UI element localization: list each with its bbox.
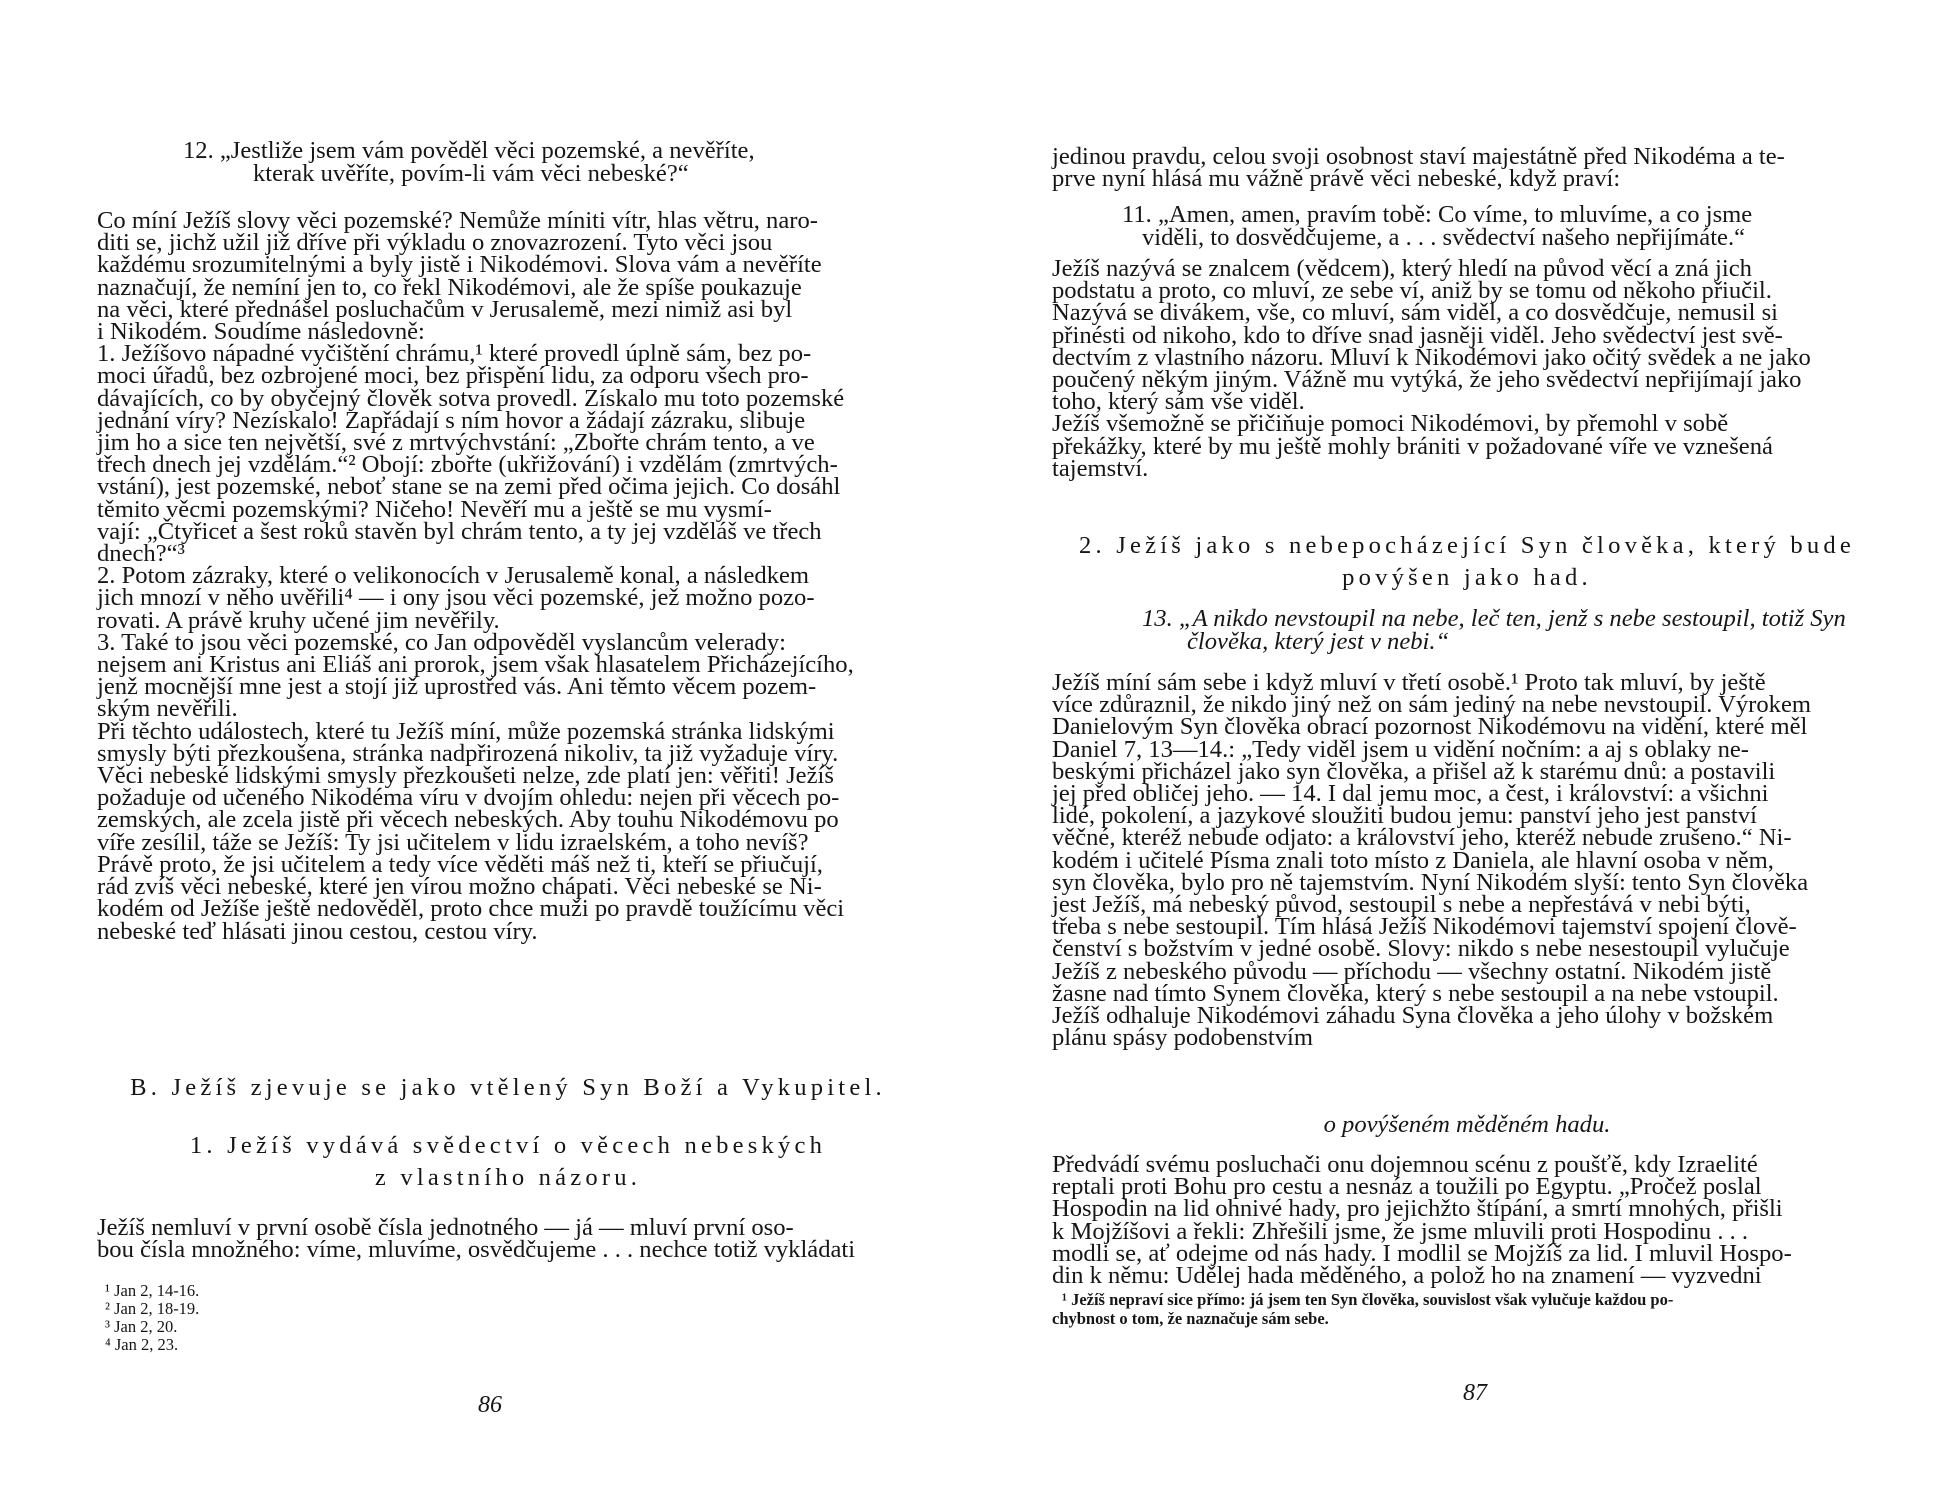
text-line: rovati. A právě kruhy učené jim nevěřily. <box>97 606 500 634</box>
text-line: toho, který sám vše viděl. <box>1052 388 1305 416</box>
text-line: 1. Ježíš vydává svědectví o věcech nebeských <box>189 1132 827 1159</box>
text-line: B. Ježíš zjevuje se jako vtělený Syn Boží a Vykupitel. <box>130 1074 886 1101</box>
text-line: diti se, jichž užil již dříve při výkladu o znovazrození. Tyto věci jsou <box>97 229 773 257</box>
paragraph <box>97 340 921 568</box>
paragraph <box>97 717 921 945</box>
text-line: třech dnech jej vzdělám.“² Obojí: zbořte (ukřižování) i vzdělám (zmrtvých- <box>97 451 838 479</box>
text-line: jest Ježíš, má nebeský původ, sestoupil s nebe a nepřestává v nebi býti, <box>1052 891 1751 919</box>
text-line: Ježíš nemluví v první osobě čísla jednotného — já — mluví první oso- <box>97 1214 794 1241</box>
text-line: dnech?“³ <box>97 540 185 568</box>
text-line: beskými přicházel jako syn člověka, a přišel až k starému dnů: a postavili <box>1052 757 1776 785</box>
left-page <box>95 0 985 1500</box>
text-line: viděli, to dosvědčujeme, a . . . svědectví našeho nepřijímáte.“ <box>1142 223 1746 251</box>
text-line: třeba s nebe sestoupil. Tím hlásá Ježíš Nikodémovi tajemství spojení člově- <box>1052 913 1797 941</box>
text-line: kodém i učitelé Písma znali toto místo z Daniela, ale hlavní osoba v něm, <box>1052 846 1774 874</box>
text-line: překážky, které by mu ještě mohly brániti v požadované víře ve vznešená <box>1052 432 1773 460</box>
text-line: syn člověka, bylo pro ně tajemstvím. Nyní Nikodém slyší: tento Syn člověka <box>1052 868 1809 896</box>
text-line: tajemství. <box>1052 454 1149 482</box>
text-line: Daniel 7, 13—14.: „Tedy viděl jsem u vidění nočním: a aj s oblaky ne- <box>1052 735 1749 763</box>
text-line: Co míní Ježíš slovy věci pozemské? Nemůže míniti vítr, hlas větru, naro- <box>97 207 818 234</box>
text-line: i Nikodém. Soudíme následovně: <box>97 318 425 346</box>
paragraph <box>97 1214 921 1264</box>
section-heading-b <box>95 1072 921 1104</box>
paragraph <box>1052 669 1882 1052</box>
text-line: 12. „Jestliže jsem vám pověděl věci pozemské, a nevěříte, <box>183 137 755 164</box>
paragraph <box>97 628 921 723</box>
text-line: více zdůraznil, že nikdo jiný než on sám jediný na nebe nevstoupil. Výrokem <box>1052 691 1812 719</box>
footnote: ² Jan 2, 18-19. <box>105 1299 200 1318</box>
text-line: věčné, kteréž nebude odjato: a království jeho, kteréž nebude zrušeno.“ Ni- <box>1052 824 1792 852</box>
footnote <box>1052 1290 1882 1328</box>
text-line: čenství s božstvím v jedné osobě. Slovy: nikdo s nebe nesestoupil vylučuje <box>1052 935 1790 963</box>
text-line: Hospodin na lid ohnivé hady, pro jejichžto štípání, a smrtí mnohých, přišli <box>1052 1195 1783 1223</box>
text-line: o povýšeném měděném hadu. <box>1323 1111 1611 1138</box>
text-line: víře zesílil, táže se Ježíš: Ty jsi učitelem v lidu izraelském, a toho nevíš? <box>97 828 809 856</box>
text-line: jich mnozí v něho uvěřili⁴ — i ony jsou věci pozemské, jež možno pozo- <box>97 584 815 612</box>
text-line: prve nyní hlásá mu vážně právě věci nebeské, když praví: <box>1052 165 1621 193</box>
text-line: požaduje od učeného Nikodéma víru v dvojím ohledu: nejen při věcech po- <box>97 784 840 812</box>
left-body-text <box>97 207 921 945</box>
text-line: Ježíš odhaluje Nikodémovi záhadu Syna člověka a jeho úlohy v božském <box>1052 1002 1774 1030</box>
text-line: zemských, ale zcela jistě při věcech nebeských. Aby touhu Nikodémovu po <box>97 806 839 834</box>
footnote: ⁴ Jan 2, 23. <box>105 1335 179 1354</box>
text-line: Nazývá se divákem, vše, co mluví, sám viděl, a co dosvědčuje, nemusil si <box>1052 299 1779 327</box>
quote-verse-11 <box>1122 201 1882 251</box>
text-line: 2. Potom zázraky, které o velikonocích v Jerusalemě konal, a následkem <box>97 562 810 590</box>
text-line: povýšen jako had. <box>1342 564 1592 591</box>
right-body-text <box>1052 255 1882 482</box>
text-line: z vlastního názoru. <box>374 1164 642 1191</box>
text-line: Právě proto, že jsi učitelem a tedy více věděti máš než ti, kteří se přiučují, <box>97 850 823 878</box>
right-page <box>1052 0 1942 1500</box>
paragraph <box>1052 143 1882 193</box>
text-line: nebeské teď hlásati jinou cestou, cestou víry. <box>97 917 538 945</box>
text-line: jenž mocnější mne jest a stojí již uprostřed vás. Ani těmto věcem pozem- <box>97 673 817 701</box>
text-line: přinésti od nikoho, kdo to dříve snad jasněji viděl. Jeho svědectví jest svě- <box>1052 321 1783 349</box>
subheading <box>1052 1113 1882 1137</box>
text-line: reptali proti Bohu pro cestu a nesnáz a toužili po Egyptu. „Pročež poslal <box>1052 1173 1762 1201</box>
text-line: nejsem ani Kristus ani Eliáš ani prorok, jsem však hlasatelem Přicházejícího, <box>97 651 854 679</box>
text-line: poučený někým jiným. Vážně mu vytýká, že jeho svědectví nepřijímají jako <box>1052 366 1802 394</box>
text-line: din k němu: Udělej hada měděného, a polož ho na znamení — vyzvedni <box>1052 1262 1762 1290</box>
text-line: těmito věcmi pozemskými? Ničeho! Nevěří mu a ještě se mu vysmí- <box>97 495 772 523</box>
paragraph <box>1052 410 1882 482</box>
quote-verse-12 <box>183 137 923 187</box>
text-line: ským nevěřili. <box>97 695 238 723</box>
text-line: Věci nebeské lidskými smysly přezkoušeti nelze, zde platí jen: věřiti! Ježíš <box>97 762 834 790</box>
page-number: 87 <box>1463 1380 1487 1406</box>
text-line: bou čísla množného: víme, mluvíme, osvědčujeme . . . nechce totiž vykládati <box>97 1236 856 1264</box>
text-line: 1. Ježíšovo nápadné vyčištění chrámu,¹ které provedl úplně sám, bez po- <box>97 340 812 368</box>
text-line: Ježíš míní sám sebe i když mluví v třetí osobě.¹ Proto tak mluví, by ještě <box>1052 669 1766 696</box>
text-line: lidé, pokolení, a jazykové sloužiti budou jemu: panství jeho jest panství <box>1052 802 1757 830</box>
text-line: kodém od Ježíše ještě nedověděl, proto chce muži po pravdě toužícímu věci <box>97 895 845 923</box>
footnotes <box>105 1282 405 1354</box>
footnote: ³ Jan 2, 20. <box>105 1317 178 1336</box>
text-line: chybnost o tom, že naznačuje sám sebe. <box>1052 1309 1329 1328</box>
text-line: plánu spásy podobenstvím <box>1052 1024 1313 1052</box>
section-heading-1 <box>95 1130 921 1194</box>
text-line: ¹ Ježíš nepraví sice přímo: já jsem ten Syn člověka, souvislost však vylučuje každou po- <box>1062 1290 1674 1309</box>
text-line: každému srozumitelnými a byly jistě i Nikodémovi. Slova vám a nevěříte <box>97 251 822 279</box>
paragraph <box>1052 255 1882 416</box>
footnote: ¹ Jan 2, 14-16. <box>105 1281 200 1300</box>
text-line: Ježíš všemožně se přičiňuje pomoci Nikodémovi, by přemohl v sobě <box>1052 410 1729 438</box>
paragraph <box>1052 1151 1882 1290</box>
text-line: modli se, ať odejme od nás hady. I modlil se Mojžíš za lid. I mluvil Hospo- <box>1052 1239 1792 1267</box>
text-line: jim ho a sice ten největší, své z mrtvýchvstání: „Zbořte chrám tento, a ve <box>97 429 815 457</box>
text-line: jej před obličej jeho. — 14. I dal jemu moc, a čest, i království: a všichni <box>1052 780 1769 808</box>
text-line: 13. „A nikdo nevstoupil na nebe, leč ten, jenž s nebe sestoupil, totiž Syn <box>1142 605 1846 632</box>
text-line: dávajících, co by obyčejný člověk sotva provedl. Získalo mu toto pozemské <box>97 384 845 412</box>
text-line: žasne nad tímto Synem člověka, který s nebe sestoupil a na nebe vstoupil. <box>1052 979 1779 1007</box>
text-line: rád zvíš věci nebeské, které jen vírou možno chápati. Věci nebeské se Ni- <box>97 873 822 901</box>
text-line: Danielovým Syn člověka obrací pozornost Nikodémovu na vidění, které měl <box>1052 713 1808 741</box>
text-line: jedinou pravdu, celou svoji osobnost staví majestátně před Nikodéma a te- <box>1052 143 1785 170</box>
text-line: vají: „Čtyřicet a šest roků stavěn byl chrám tento, a ty jej vzděláš ve třech <box>97 517 822 545</box>
text-line: vstání), jest pozemské, neboť stane se na zemi před očima jejich. Co dosáhl <box>97 473 841 501</box>
text-line: 11. „Amen, amen, pravím tobě: Co víme, to mluvíme, a co jsme <box>1122 201 1753 228</box>
text-line: Předvádí svému posluchači onu dojemnou scénu z poušťě, kdy Izraelité <box>1052 1151 1758 1178</box>
text-line: jednání víry? Nezískalo! Zapřádají s ním hovor a žádají zázraku, slibuje <box>97 406 806 434</box>
text-line: kterak uvěříte, povím-li vám věci nebeské?“ <box>253 159 689 187</box>
text-line: moci úřadů, bez ozbrojené moci, bez přispění lidu, za odporu všech pro- <box>97 362 809 390</box>
text-line: Ježíš z nebeského původu — příchodu — všechny ostatní. Nikodém jistě <box>1052 957 1772 985</box>
paragraph <box>97 562 921 634</box>
text-line: Ježíš nazývá se znalcem (vědcem), který hledí na původ věcí a zná jich <box>1052 255 1752 282</box>
paragraph <box>97 207 921 346</box>
text-line: k Mojžíšovi a řekli: Zhřešili jsme, že jsme mluvili proti Hospodinu . . . <box>1052 1217 1749 1245</box>
text-line: člověka, který jest v nebi.“ <box>1187 627 1450 655</box>
quote-verse-13 <box>1142 605 1882 655</box>
text-line: 3. Také to jsou věci pozemské, co Jan odpověděl vyslancům velerady: <box>97 628 786 656</box>
text-line: na věci, které přednášel posluchačům v Jerusalemě, mezi nimiž asi byl <box>97 295 793 323</box>
text-line: podstatu a proto, co mluví, ze sebe ví, aniž by se tomu od někoho přiučil. <box>1052 277 1772 305</box>
section-heading-2 <box>1052 530 1882 594</box>
page-number: 86 <box>478 1392 502 1418</box>
text-line: Při těchto událostech, které tu Ježíš míní, může pozemská stránka lidskými <box>97 717 835 745</box>
text-line: dectvím z vlastního názoru. Mluví k Nikodémovi jako očitý svědek a ne jako <box>1052 343 1811 371</box>
text-line: naznačují, že nemíní jen to, co řekl Nikodémovi, ale že spíše poukazuje <box>97 273 802 301</box>
text-line: smysly býti přezkoušena, stránka nadpřirozená nikoliv, ta již vyžaduje víry. <box>97 739 839 767</box>
text-line: 2. Ježíš jako s nebepocházející Syn člověka, který bude <box>1079 532 1855 559</box>
